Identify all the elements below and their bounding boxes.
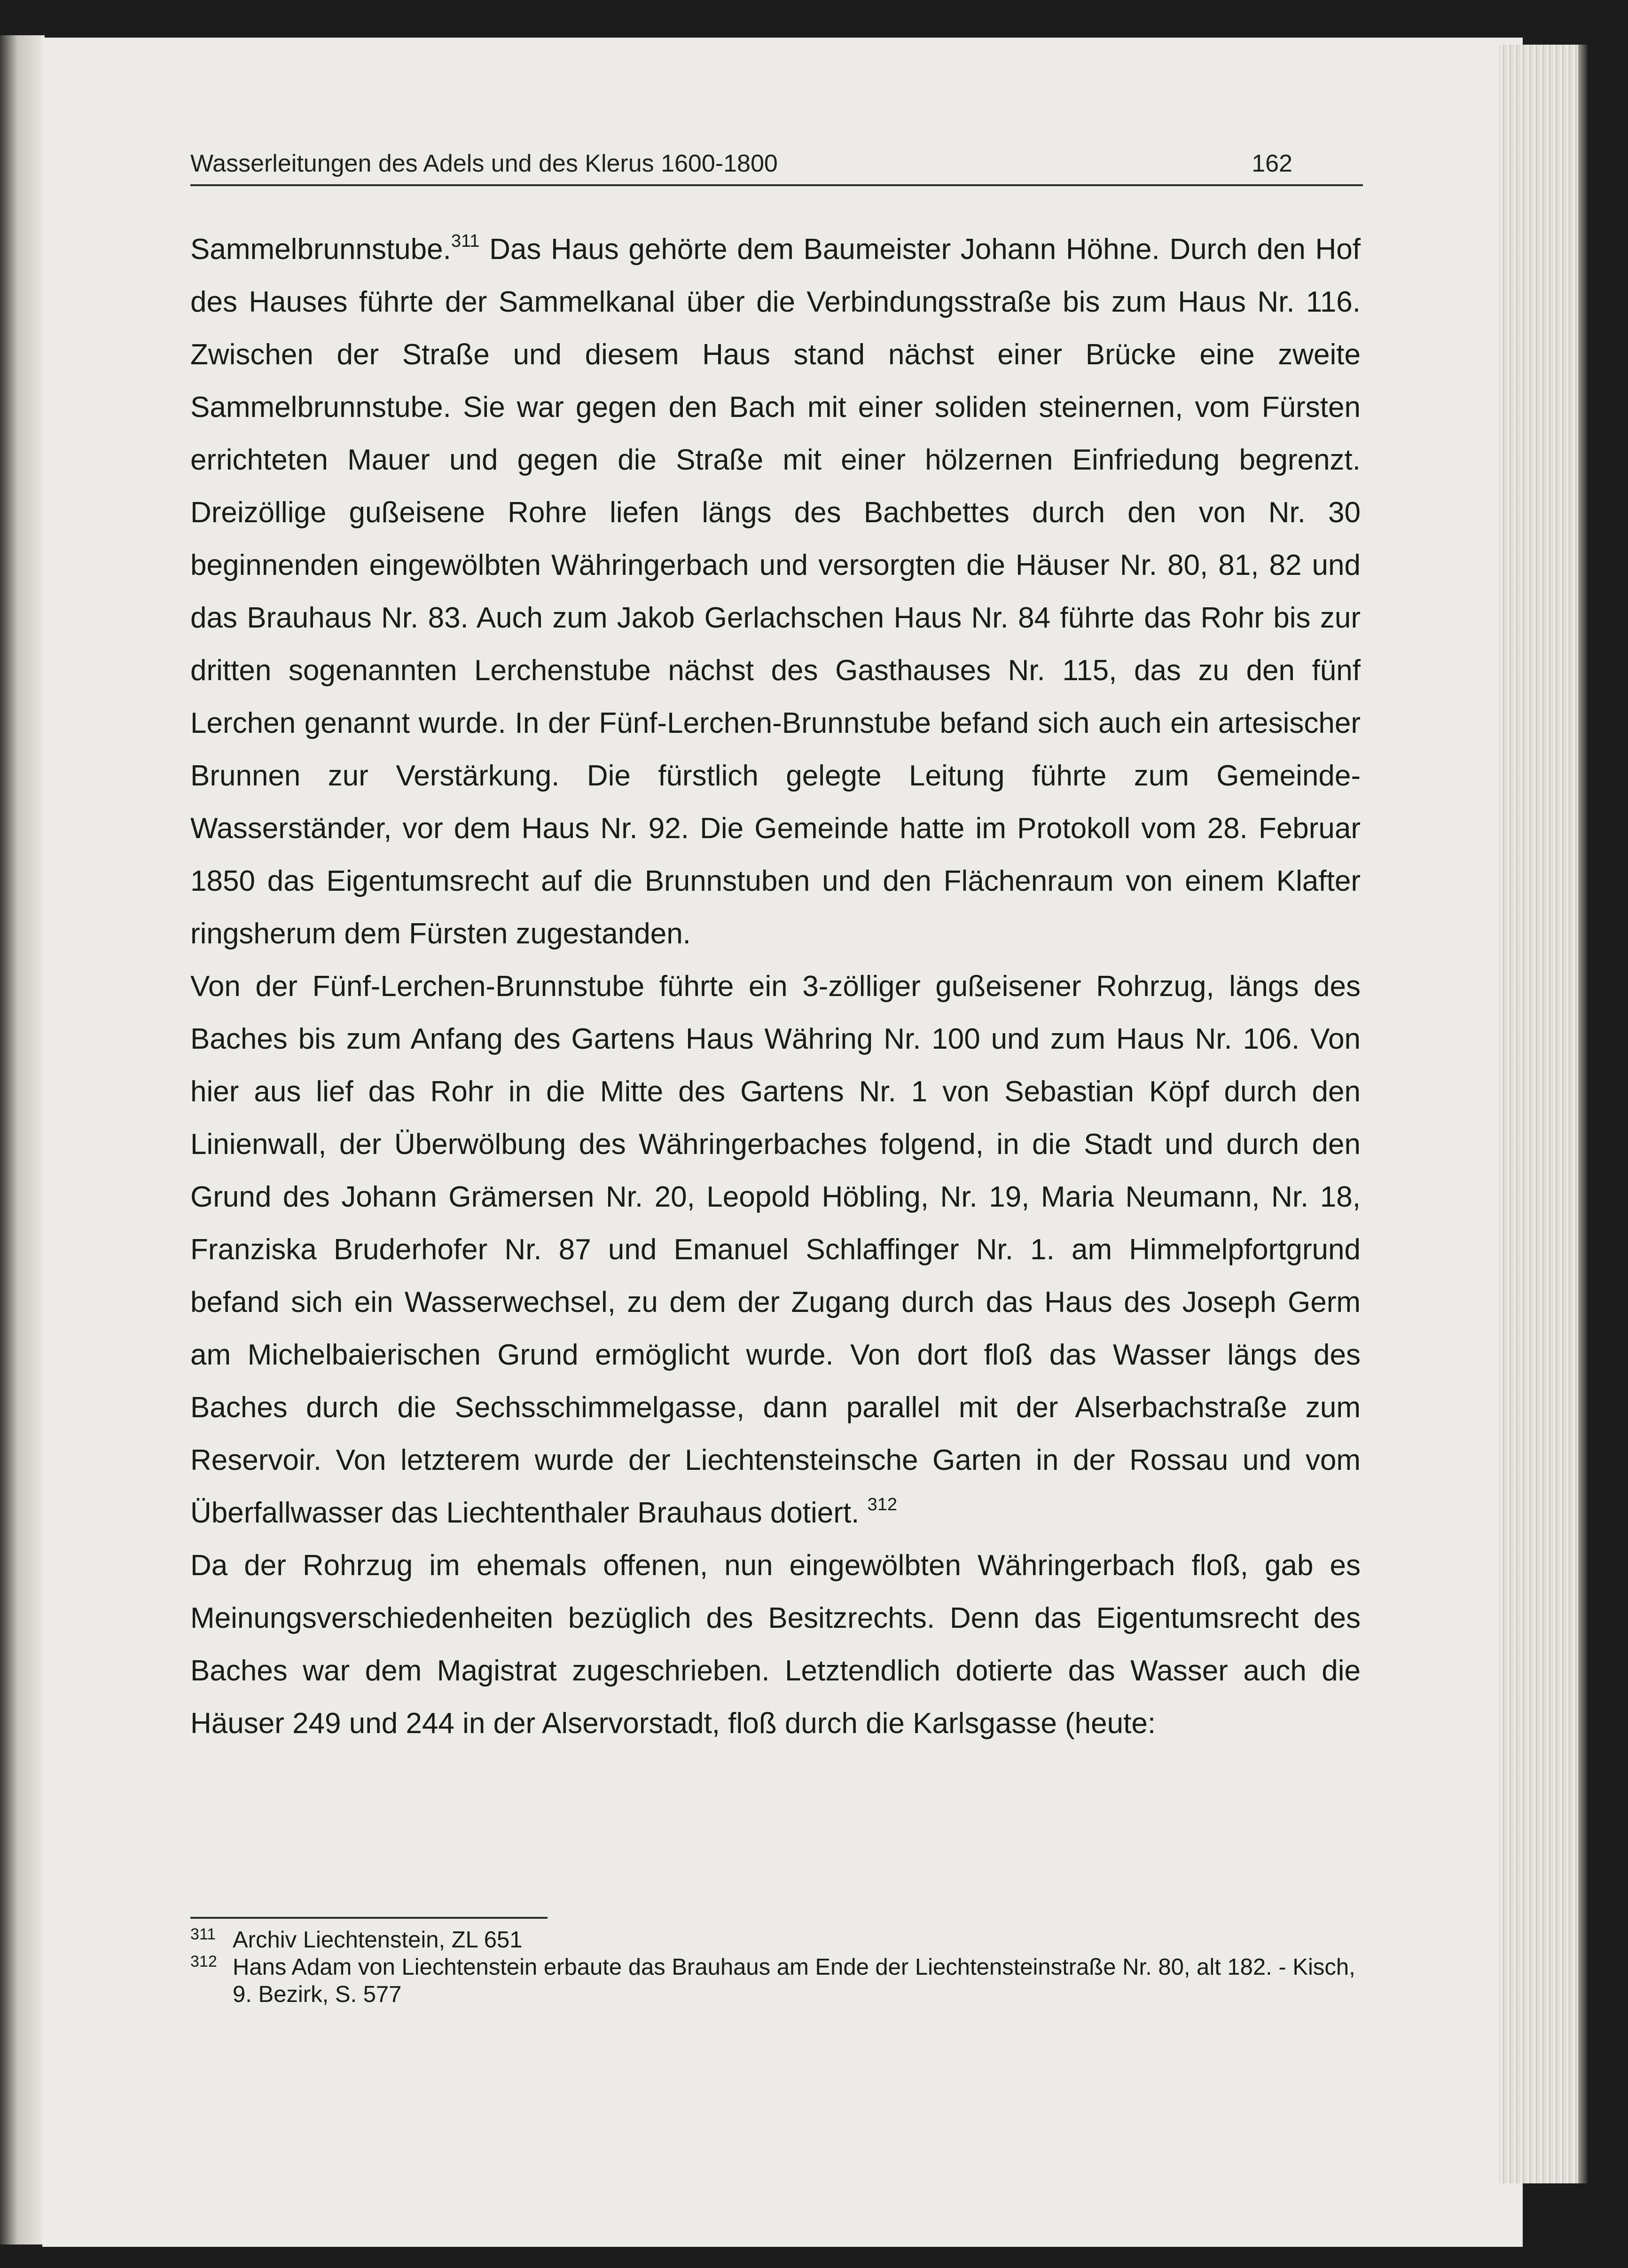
page-stack-shadow (1578, 45, 1588, 2183)
footnote-text: Hans Adam von Liechtenstein erbaute das Brauhaus am Ende der Liechtensteinstraße Nr. 80, alt 182. - Kisch, 9. Bezirk, S. 577 (233, 1954, 1355, 2007)
paragraph-1-rest: Das Haus gehörte dem Baumeister Johann Höhne. Durch den Hof des Hauses führte der Sammelkanal über die Verbindungsstraße bis zum Haus Nr. 116. Zwischen der Straße und diesem Haus stand nächst einer Brücke eine zweite Sammelbrunnstube. Sie war gegen den Bach mit einer soliden steinernen, vom Fürsten errichteten Mauer und gegen die Straße mit einer hölzernen Einfriedung begrenzt. Dreizöllige gußeisene Rohre liefen längs des Bachbettes durch den von Nr. 30 beginnenden eingewölbten Währingerbach und versorgten die Häuser Nr. 80, 81, 82 und das Brauhaus Nr. 83. Auch zum Jakob Gerlachschen Haus Nr. 84 führte das Rohr bis zur dritten sogenannten Lerchenstube nächst des Gasthauses Nr. 115, das zu den fünf Lerchen genannt wurde. In der Fünf-Lerchen-Brunnstube befand sich auch ein artesischer Brunnen zur Verstärkung. Die fürstlich gelegte Leitung führte zum Gemeinde-Wasserständer, vor dem Haus Nr. 92. Die Gemeinde hatte im Protokoll vom 28. Februar 1850 das Eigentumsrecht auf die Brunnstuben und den Flächenraum von einem Klafter ringsherum dem Fürsten zugestanden. (190, 233, 1361, 950)
main-text (190, 223, 1361, 1750)
paragraph-2 (190, 960, 1361, 1539)
footnote-312 (190, 1954, 1361, 2008)
book-left-edge (0, 35, 45, 2244)
footnotes (190, 1926, 1361, 2008)
page-number: 162 (1252, 150, 1292, 177)
paragraph-1 (190, 223, 1361, 960)
footnote-rule (190, 1917, 548, 1919)
footnote-text: Archiv Liechtenstein, ZL 651 (233, 1927, 523, 1953)
paragraph-1-start: Sammelbrunnstube. (190, 233, 451, 266)
running-header (190, 149, 1363, 182)
footnote-311 (190, 1926, 1361, 1954)
page-stack-edge (1499, 45, 1579, 2183)
footnote-number: 311 (190, 1925, 216, 1943)
paragraph-3: Da der Rohrzug im ehemals offenen, nun eingewölbten Währingerbach floß, gab es Meinungsverschiedenheiten bezüglich des Besitzrechts. Denn das Eigentumsrecht des Baches war dem Magistrat zugeschrieben. Letztendlich dotierte das Wasser auch die Häuser 249 und 244 in der Alservorstadt, floß durch die Karlsgasse (heute: (190, 1549, 1361, 1740)
header-rule (190, 184, 1363, 186)
footnote-number: 312 (190, 1953, 217, 1970)
footnote-ref-311: 311 (451, 231, 480, 251)
paragraph-2-text: Von der Fünf-Lerchen-Brunnstube führte ein 3-zölliger gußeisener Rohrzug, längs des Baches bis zum Anfang des Gartens Haus Währing Nr. 100 und zum Haus Nr. 106. Von hier aus lief das Rohr in die Mitte des Gartens Nr. 1 von Sebastian Köpf durch den Linienwall, der Überwölbung des Währingerbaches folgend, in die Stadt und durch den Grund des Johann Grämersen Nr. 20, Leopold Höbling, Nr. 19, Maria Neumann, Nr. 18, Franziska Bruderhofer Nr. 87 und Emanuel Schlaffinger Nr. 1. am Himmelpfortgrund befand sich ein Wasserwechsel, zu dem der Zugang durch das Haus des Joseph Germ am Michelbaierischen Grund ermöglicht wurde. Von dort floß das Wasser längs des Baches durch die Sechsschimmelgasse, dann parallel mit der Alserbachstraße zum Reservoir. Von letzterem wurde der Liechtensteinsche Garten in der Rossau und vom Überfallwasser das Liechtenthaler Brauhaus dotiert. (190, 970, 1361, 1529)
footnote-ref-312: 312 (867, 1495, 897, 1515)
header-title: Wasserleitungen des Adels und des Klerus 1600-1800 (190, 150, 778, 177)
